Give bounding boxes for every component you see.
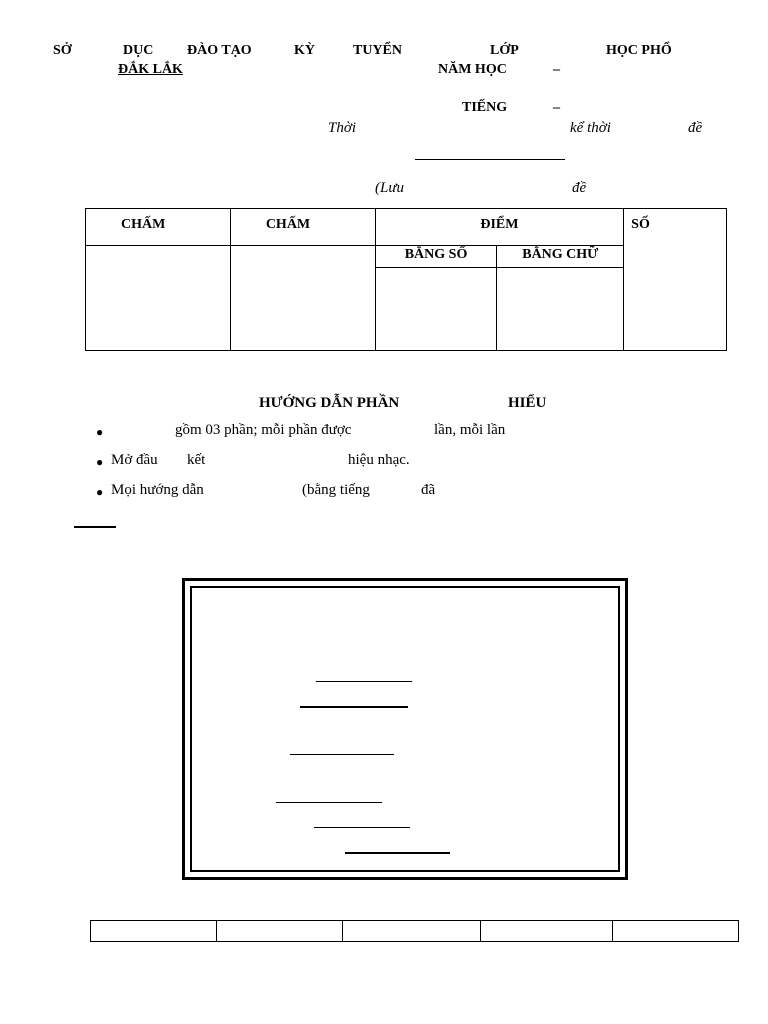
bottom-cell <box>481 921 613 942</box>
bottom-cell <box>613 921 739 942</box>
sub-in-digits: BẰNG SỐ <box>375 246 497 268</box>
item-text: Mở đầu <box>111 452 158 468</box>
bullet-icon: ● <box>96 425 104 439</box>
header-hoc-pho: HỌC PHỔ <box>606 43 672 58</box>
info-frame-inner <box>190 586 620 872</box>
header-duc: DỤC <box>123 43 154 58</box>
col-score: ĐIỂM <box>375 209 624 246</box>
blank-line-3 <box>290 754 394 755</box>
note-exam: đề <box>572 180 587 196</box>
section-divider <box>74 526 116 528</box>
bullet-icon: ● <box>96 455 104 469</box>
instructions-title-end: HIỂU <box>508 395 547 411</box>
grader-2-cell <box>230 246 375 351</box>
blank-line-5 <box>314 827 410 828</box>
col-grader-2: CHẤM <box>230 209 375 246</box>
header-so: SỞ <box>53 43 72 58</box>
exam-label: đề <box>688 120 703 136</box>
header-dash-2: – <box>553 100 560 115</box>
blank-line-1 <box>316 681 412 682</box>
instructions-title: HƯỚNG DẪN PHẦN <box>259 395 400 411</box>
header-tieng: TIẾNG <box>462 100 508 115</box>
item-text: hiệu nhạc. <box>348 452 410 468</box>
col-number: SỐ <box>624 209 727 351</box>
header-dao-tao: ĐÀO TẠO <box>187 43 252 58</box>
info-frame <box>182 578 628 880</box>
header-tuyen: TUYỂN <box>353 43 403 58</box>
header-lop: LỚP <box>490 43 519 58</box>
blank-line-2 <box>300 706 408 708</box>
header-dash-1: – <box>553 62 560 77</box>
score-words-cell <box>497 268 624 351</box>
item-text: lần, mỗi lần <box>434 422 506 438</box>
bullet-icon: ● <box>96 485 104 499</box>
score-digits-cell <box>375 268 497 351</box>
header-nam-hoc: NĂM HỌC <box>438 62 507 77</box>
header-ky: KỲ <box>294 43 315 58</box>
sub-in-words: BẰNG CHỮ <box>497 246 624 268</box>
item-text: kết <box>187 452 206 468</box>
bottom-cell <box>91 921 217 942</box>
note-label: (Lưu <box>375 180 405 196</box>
blank-line-4 <box>276 802 382 803</box>
bottom-table <box>90 920 739 942</box>
bottom-cell <box>342 921 481 942</box>
col-grader-1: CHẤM <box>86 209 231 246</box>
time-note: kể thời <box>570 120 611 136</box>
item-text: đã <box>421 482 436 498</box>
grader-1-cell <box>86 246 231 351</box>
score-table <box>85 208 727 351</box>
bottom-cell <box>216 921 342 942</box>
item-text: gồm 03 phần; mỗi phần được <box>175 422 352 438</box>
item-text: Mọi hướng dẫn <box>111 482 204 498</box>
time-label: Thời <box>328 120 357 136</box>
header-dak-lak: ĐẮK LẮK <box>118 62 183 77</box>
item-text: (bằng tiếng <box>302 482 370 498</box>
header-divider <box>415 159 565 160</box>
blank-line-6 <box>345 852 450 854</box>
